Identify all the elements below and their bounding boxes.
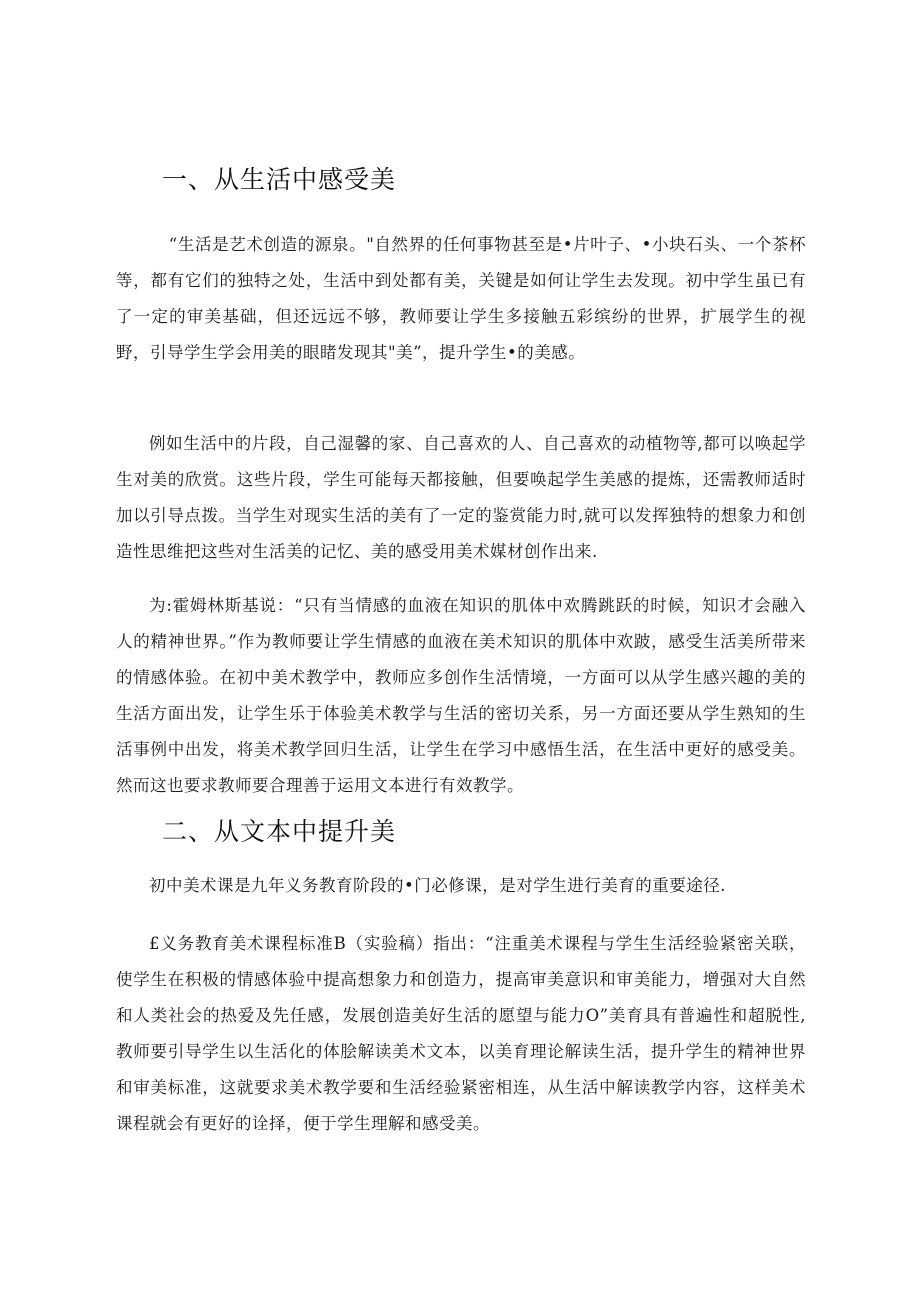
paragraph: £义务教育美术课程标准B（实验稿）指出：“注重美术课程与学生生活经验紧密关联，使学生在积极的情感体验中提高想象力和创造力，提高审美意识和审美能力，增强对大自然和人类社会的热爱及先任感，发展创造美好生活的愿望与能力O”美育具有普遍性和超脱性,教师要引导学生以生活化的体脍解读美术文本，以美育理论解读生活，提升学生的精神世界和审美标准，这就要求美术教学要和生活经验紧密相连，从生活中解读教学内容，这样美术课程就会有更好的诠择，便于学生理解和感受美。: [116, 934, 806, 1133]
paragraph: 例如生活中的片段，自己湿馨的家、自己喜欢的人、自己喜欢的动植物等,都可以唤起学生对美的欣赏。这些片段，学生可能每天都接触，但要唤起学生美感的提炼，还需教师适时加以引导点拨。当学生对现实生活的美有了一定的鉴赏能力时,就可以发挥独特的想象力和创造性思维把这些对生活美的记忆、美的感受用美术媒材创作出来.: [116, 434, 806, 561]
paragraph: 初中美术课是九年义务教育阶段的•门必修课，是对学生进行美育的重要途径.: [149, 876, 726, 895]
paragraph: “生活是艺术创造的源泉。"自然界的任何事物甚至是•片叶子、•小块石头、一个茶杯等，都有它们的独特之处，生活中到处都有美，关键是如何让学生去发现。初中学生虽已有了一定的审美基础，但还远远不够，教师要让学生多接触五彩缤纷的世界，扩展学生的视野，引导学生学会用美的眼睹发现其"美”，提升学生•的美感。: [116, 235, 806, 362]
section-heading-1: 一、从生活中感受美: [162, 165, 397, 194]
paragraph: 为:霍姆林斯基说：“只有当情感的血液在知识的肌体中欢腾跳跃的时候，知识才会融入人的精神世界。”作为教师要让学生情感的血液在美术知识的肌体中欢跛，感受生活美所带来的情感体验。在初中美术教学中，教师应多创作生活情境，一方面可以从学生感兴趣的美的生活方面出发，让学生乐于体验美术教学与生活的密切关系，另一方面还要从学生熟知的生活事例中出发，将美术教学回归生活，让学生在学习中感悟生活，在生活中更好的感受美。然而这也要求教师要合理善于运用文本进行有效教学。: [116, 596, 806, 795]
section-heading-2: 二、从文本中提升美: [162, 817, 397, 846]
